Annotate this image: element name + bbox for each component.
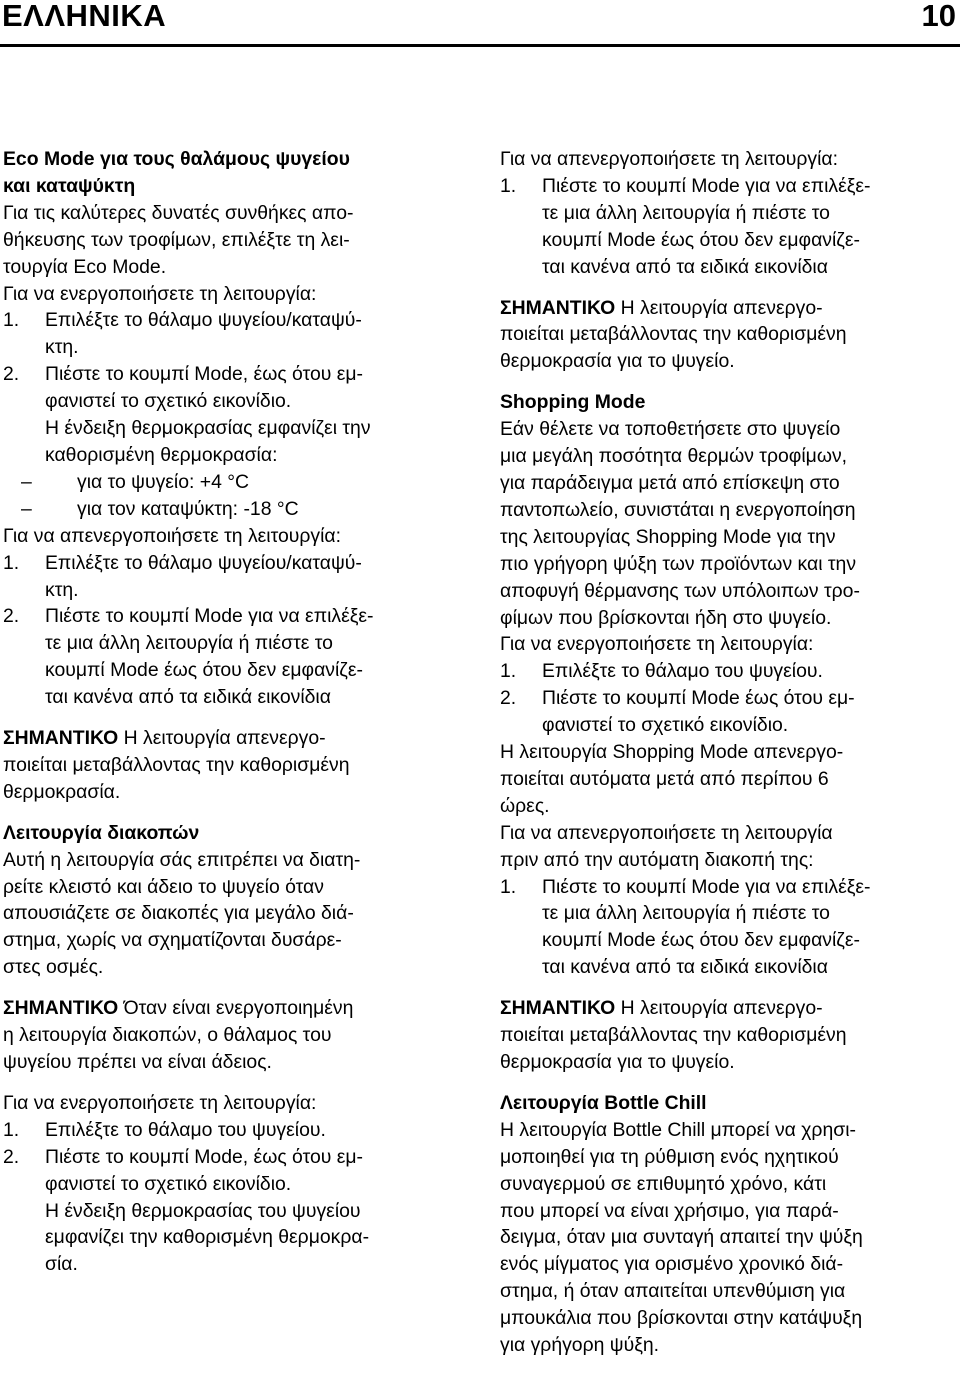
dash-text: για το ψυγείο: +4 °C [77,470,250,493]
eco-d-step-1 [3,550,455,577]
bottle-chill-body: ενός μίγματος για ορισμένο χρονικό διά- [500,1253,844,1276]
holiday-step-2-cont: εμφανίζει την καθορισμένη θερμοκρα- [45,1226,370,1249]
shopping-body: Εάν θέλετε να τοποθετήσετε στο ψυγείο [500,418,841,441]
holiday-important-2 [500,295,955,322]
holiday-important-cont: η λειτουργία διακοπών, ο θάλαμος του [3,1024,332,1047]
shopping-body: πιο γρήγορη ψύξη των προϊόντων και την [500,552,857,575]
holiday-important-cont: ψυγείου πρέπει να είναι άδειος. [3,1051,272,1073]
spacer [3,1076,455,1090]
header-rule [0,44,960,47]
eco-step-1 [3,307,455,334]
eco-d-step-1-cont: κτη. [45,578,79,601]
eco-step-2 [3,361,455,388]
eco-activate-heading: Για να ενεργοποιήσετε τη λειτουργία: [3,282,317,305]
shopping-important-cont: ποιείται μεταβάλλοντας την καθορισμένη [500,1024,847,1047]
eco-intro: θήκευσης των τροφίμων, επιλέξτε τη λει- [3,228,350,251]
holiday-d-step-1-cont: ται κανένα από τα ειδικά εικονίδια [542,255,828,278]
shopping-d-step-1-cont: τε μια άλλη λειτουργία ή πιέστε το [542,902,830,925]
spacer [500,981,955,995]
holiday-d-step-1 [500,173,955,200]
shopping-auto-off: ποιείται αυτόματα μετά από περίπου 6 [500,767,829,790]
bottle-chill-body: μπουκάλια που βρίσκονται στην κατάψυξη [500,1307,863,1330]
page-number: 10 [921,0,956,33]
bottle-chill-body: στημα, ή όταν απαιτείται υπενθύμιση για [500,1280,846,1303]
important-label: ΣΗΜΑΝΤΙΚΟ [3,727,119,750]
eco-intro: τουργία Eco Mode. [3,255,167,278]
important-label: ΣΗΜΑΝΤΙΚΟ [500,997,616,1020]
header-language: ΕΛΛΗΝΙΚΑ [2,0,167,33]
dash-mark: – [21,497,32,520]
holiday-body: ρείτε κλειστό και άδειο το ψυγείο όταν [3,875,324,898]
eco-d-step-2 [3,603,455,630]
important-text: Η λειτουργία απενεργο- [620,997,823,1020]
step-number: 1. [3,1118,20,1141]
step-number: 2. [3,1145,20,1168]
step-text: Επιλέξτε το θάλαμο ψυγείου/καταψύ- [45,309,362,332]
holiday-body: Αυτή η λειτουργία σάς επιτρέπει να διατη- [3,848,361,871]
shopping-body: για παράδειγμα μετά από επίσκεψη στο [500,471,840,494]
step-number: 2. [3,363,20,386]
spacer [3,711,455,725]
step-text: Πιέστε το κουμπί Mode, έως ότου εμ- [45,363,364,386]
shopping-activate-heading: Για να ενεργοποιήσετε τη λειτουργία: [500,633,814,656]
holiday-title: Λειτουργία διακοπών [3,821,200,844]
holiday-important-2-cont: ποιείται μεταβάλλοντας την καθορισμένη [500,323,847,346]
shopping-step-2 [500,685,955,712]
eco-intro: Για τις καλύτερες δυνατές συνθήκες απο- [3,201,354,224]
shopping-body: παντοπωλείο, συνιστάται η ενεργοποίηση [500,498,856,521]
important-label: ΣΗΜΑΝΤΙΚΟ [500,296,616,319]
holiday-step-2-cont: φανιστεί το σχετικό εικονίδιο. [45,1172,292,1195]
step-number: 1. [3,309,20,332]
step-text: Πιέστε το κουμπί Mode για να επιλέξε- [542,875,871,898]
eco-d-step-2-cont: τε μια άλλη λειτουργία ή πιέστε το [45,632,333,655]
spacer [500,281,955,295]
spacer [500,375,955,389]
holiday-d-step-1-cont: τε μια άλλη λειτουργία ή πιέστε το [542,201,830,224]
holiday-body: στες οσμές. [3,956,104,979]
dash-mark: – [21,470,32,493]
shopping-deactivate-heading: Για να απενεργοποιήσετε τη λειτουργία [500,821,833,844]
shopping-step-2-cont: φανιστεί το σχετικό εικονίδιο. [542,714,789,737]
eco-important-cont: ποιείται μεταβάλλοντας την καθορισμένη [3,753,350,776]
bottle-chill-body: μοποιηθεί για τη ρύθμιση ενός ηχητικού [500,1145,839,1168]
step-text: Επιλέξτε το θάλαμο ψυγείου/καταψύ- [45,551,362,574]
shopping-deactivate-heading: πριν από την αυτόματη διακοπή της: [500,848,814,871]
bottle-chill-body: συναγερμού σε επιθυμητό χρόνο, κάτι [500,1172,827,1195]
shopping-body: της λειτουργίας Shopping Mode για την [500,525,836,548]
eco-step-1-cont: κτη. [45,336,79,359]
step-text: Επιλέξτε το θάλαμο του ψυγείου. [542,660,823,683]
step-number: 1. [500,174,517,197]
shopping-body: μια μεγάλη ποσότητα θερμών τροφίμων, [500,445,848,468]
step-number: 1. [3,551,20,574]
eco-mode-title: Eco Mode για τους θαλάμους ψυγείου [3,148,350,170]
eco-d-step-2-cont: ται κανένα από τα ειδικά εικονίδια [45,686,331,709]
holiday-important-2-cont: θερμοκρασία για το ψυγείο. [500,350,735,373]
step-text: Πιέστε το κουμπί Mode για να επιλέξε- [45,605,374,628]
spacer [3,806,455,820]
holiday-activate-heading: Για να ενεργοποιήσετε τη λειτουργία: [3,1091,317,1114]
holiday-deactivate-heading: Για να απενεργοποιήσετε τη λειτουργία: [500,148,839,170]
bottle-chill-body: δειγμα, όταν μια συνταγή απαιτεί την ψύξη [500,1226,863,1249]
shopping-body: φίμων που βρίσκονται ήδη στο ψυγείο. [500,606,832,629]
eco-d-step-2-cont: κουμπί Mode έως ότου δεν εμφανίζε- [45,659,363,682]
shopping-auto-off: Η λειτουργία Shopping Mode απενεργο- [500,741,844,764]
dash-text: για τον καταψύκτη: -18 °C [77,497,299,520]
holiday-body: απουσιάζετε σε διακοπές για μεγάλο διά- [3,902,354,925]
step-text: Πιέστε το κουμπί Mode έως ότου εμ- [542,687,855,710]
holiday-step-2 [3,1144,455,1171]
eco-dash-fridge [3,469,455,496]
bottle-chill-body: που μπορεί να είναι χρήσιμο, για παρά- [500,1199,839,1222]
holiday-step-2-cont: σία. [45,1253,78,1276]
step-text: Επιλέξτε το θάλαμο του ψυγείου. [45,1118,326,1141]
bottle-chill-body: για γρήγορη ψύξη. [500,1334,660,1357]
step-text: Πιέστε το κουμπί Mode, έως ότου εμ- [45,1145,364,1168]
important-label: ΣΗΜΑΝΤΙΚΟ [3,997,119,1020]
important-text: Η λειτουργία απενεργο- [620,296,823,319]
shopping-body: αποφυγή θέρμανσης των υπόλοιπων τρο- [500,579,860,602]
holiday-body: στημα, χωρίς να σχηματίζονται δυσάρε- [3,929,342,952]
eco-step-2-cont: φανιστεί το σχετικό εικονίδιο. [45,390,292,413]
eco-step-2-cont: καθορισμένη θερμοκρασία: [45,443,278,466]
holiday-d-step-1-cont: κουμπί Mode έως ότου δεν εμφανίζε- [542,228,860,251]
important-text: Όταν είναι ενεργοποιημένη [123,997,354,1020]
bottle-chill-title: Λειτουργία Bottle Chill [500,1091,707,1114]
shopping-important [500,995,955,1022]
step-number: 2. [3,605,20,628]
shopping-title: Shopping Mode [500,391,646,414]
spacer [500,1076,955,1090]
step-number: 1. [500,875,517,898]
right-column [500,146,955,1359]
eco-deactivate-heading: Για να απενεργοποιήσετε τη λειτουργία: [3,524,342,547]
left-column [3,146,455,1278]
eco-important-cont: θερμοκρασία. [3,780,121,803]
important-text: Η λειτουργία απενεργο- [123,727,326,750]
holiday-step-1 [3,1117,455,1144]
bottle-chill-body: Η λειτουργία Bottle Chill μπορεί να χρησι- [500,1118,856,1141]
eco-important [3,725,455,752]
shopping-step-1 [500,658,955,685]
spacer [3,981,455,995]
shopping-d-step-1-cont: ται κανένα από τα ειδικά εικονίδια [542,956,828,979]
holiday-step-2-cont: Η ένδειξη θερμοκρασίας του ψυγείου [45,1199,361,1222]
eco-dash-freezer [3,496,455,523]
step-number: 2. [500,687,517,710]
eco-step-2-cont: Η ένδειξη θερμοκρασίας εμφανίζει την [45,417,371,440]
step-number: 1. [500,660,517,683]
holiday-important [3,995,455,1022]
eco-mode-title-cont: και καταψύκτη [3,174,136,197]
shopping-auto-off: ώρες. [500,794,550,817]
shopping-d-step-1-cont: κουμπί Mode έως ότου δεν εμφανίζε- [542,929,860,952]
shopping-important-cont: θερμοκρασία για το ψυγείο. [500,1051,735,1073]
shopping-d-step-1 [500,874,955,901]
step-text: Πιέστε το κουμπί Mode για να επιλέξε- [542,174,871,197]
